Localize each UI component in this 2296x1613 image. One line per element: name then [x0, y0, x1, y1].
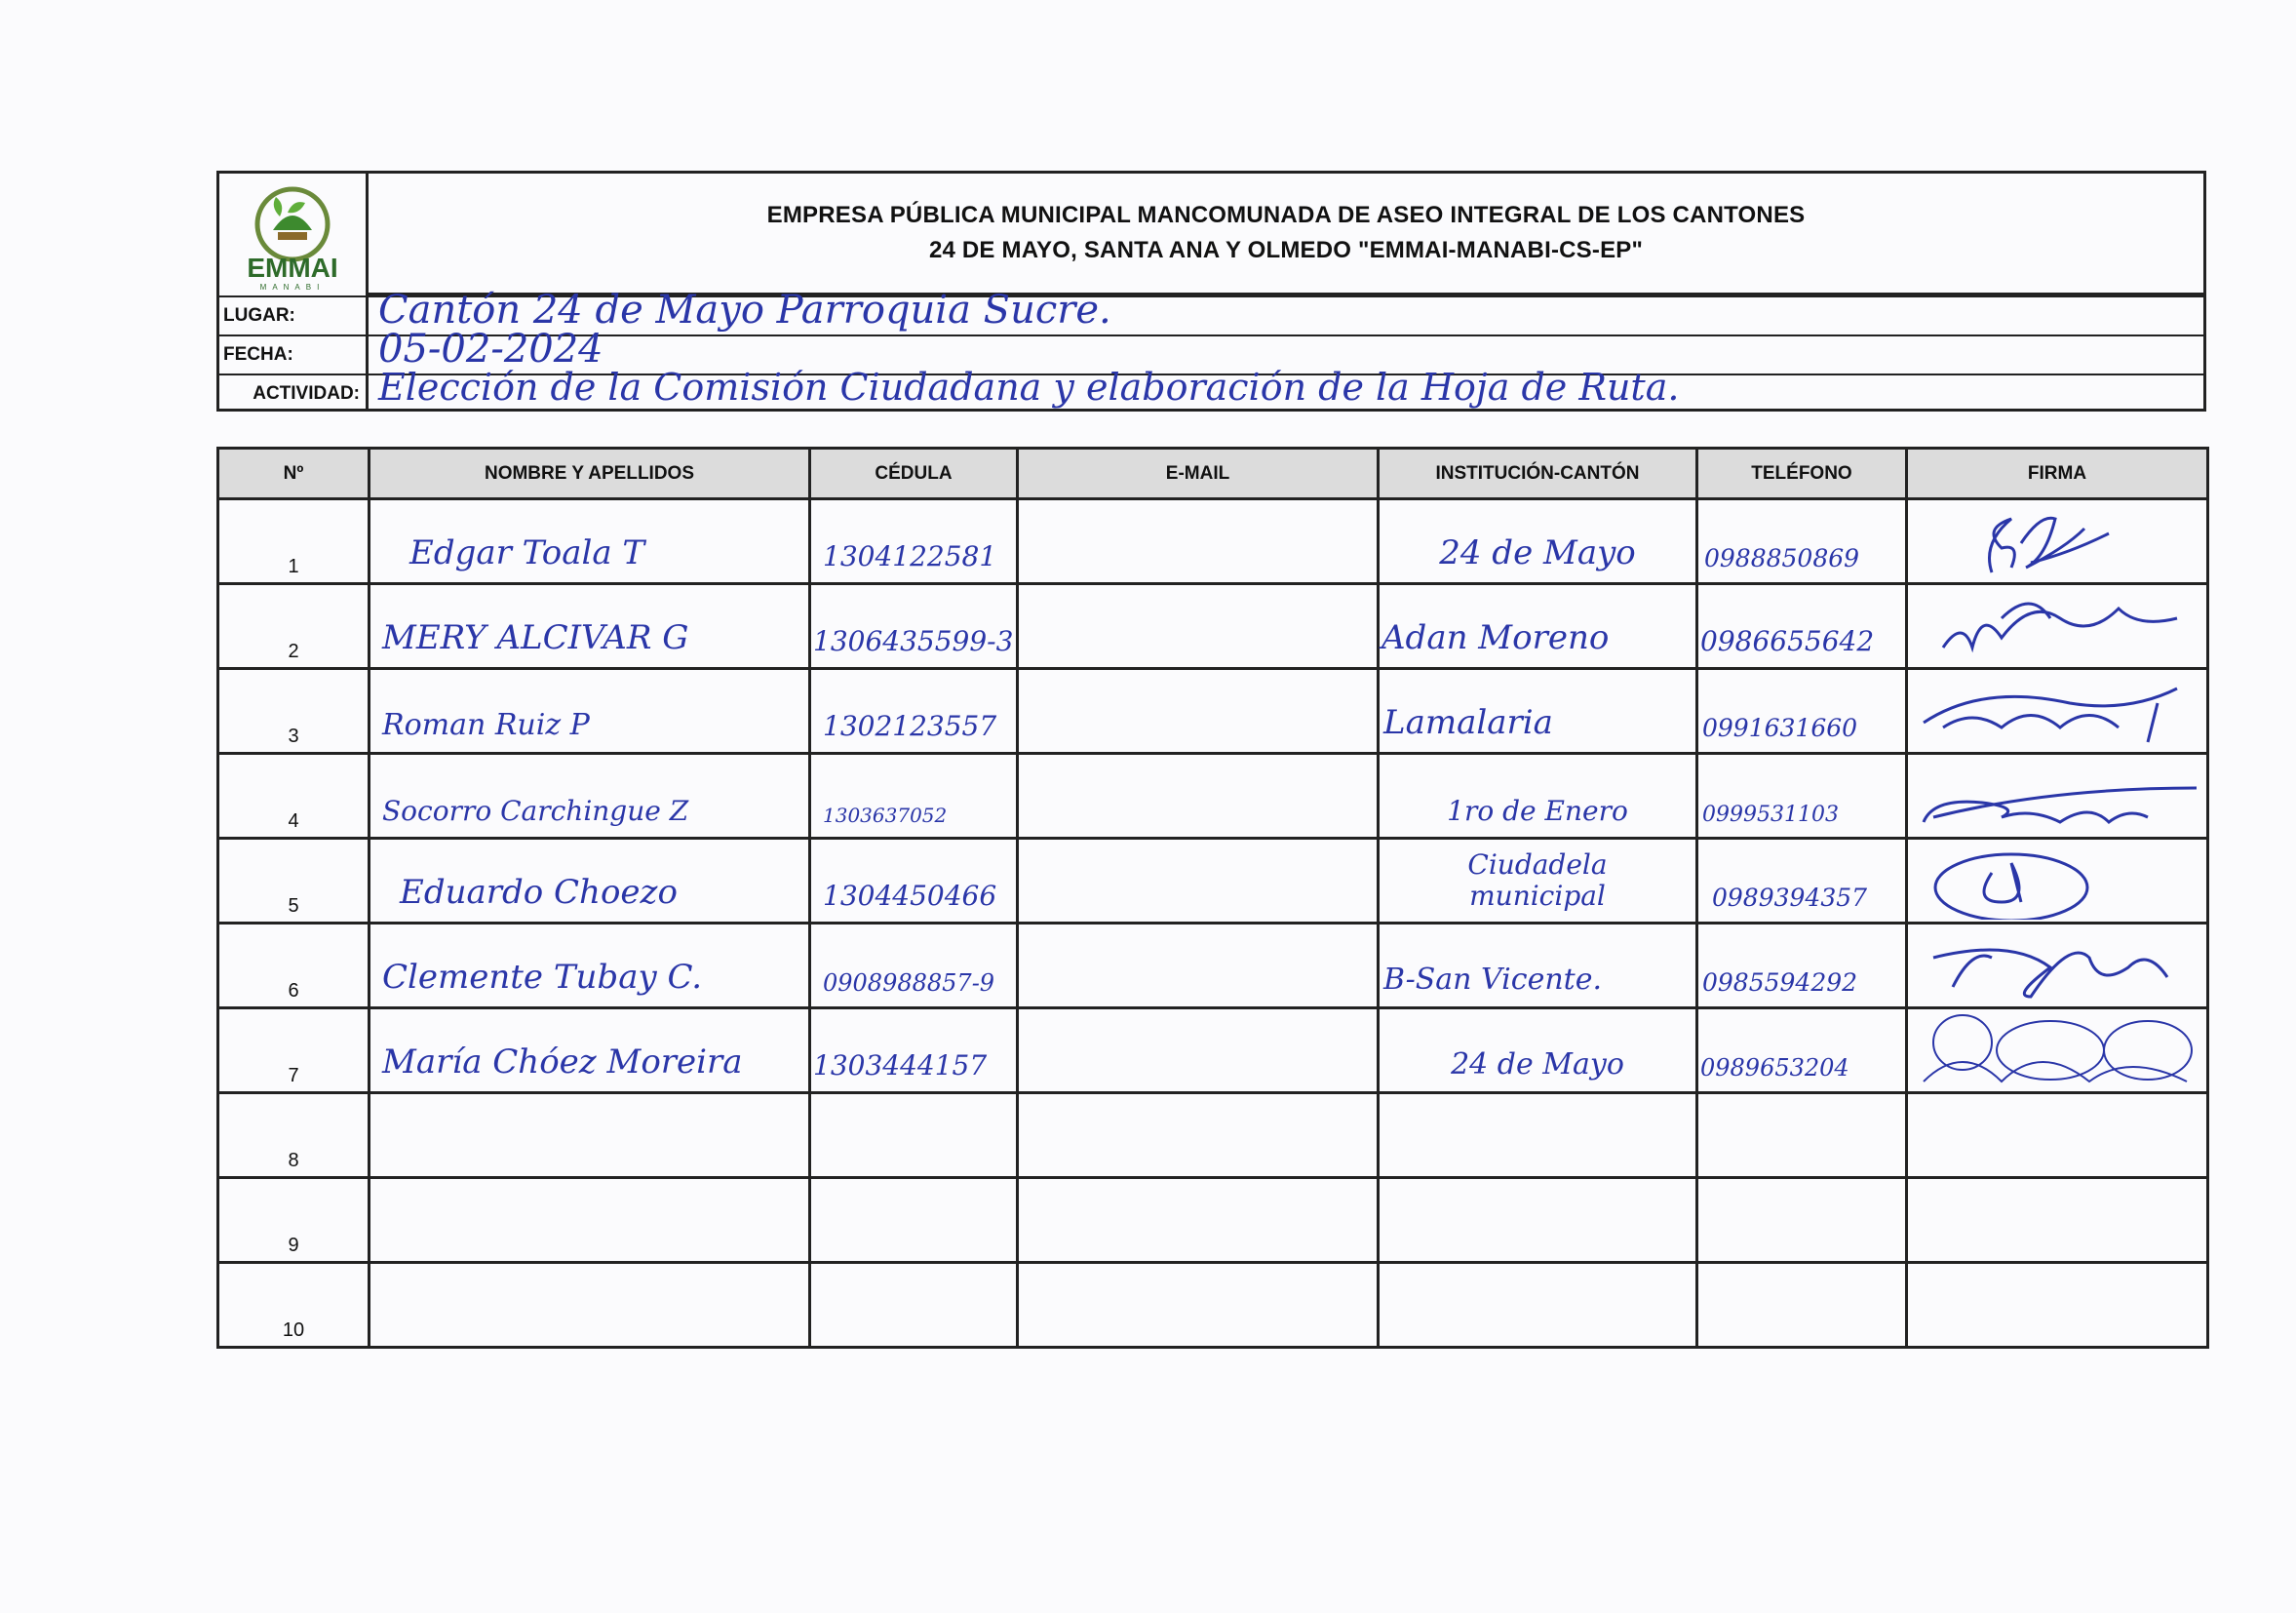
emmai-logo-icon: [219, 174, 366, 293]
table-row: [218, 839, 2208, 924]
phone-cell: [1697, 1178, 1907, 1263]
table-header-row: [218, 449, 2208, 499]
row-number: 10: [282, 1319, 305, 1341]
table-row: [218, 499, 2208, 584]
name-cell: [370, 1263, 810, 1348]
signature-image: [1914, 1013, 2197, 1089]
logo-text: EMMAI: [247, 253, 338, 283]
logo-cell: [219, 174, 369, 295]
phone-cell: 0986655642: [1700, 625, 1875, 657]
actividad-row: [219, 366, 2203, 412]
name-cell: Clemente Tubay C.: [382, 958, 703, 997]
lugar-value: Cantón 24 de Mayo Parroquia Sucre.: [378, 288, 1111, 333]
table-row: [218, 754, 2208, 839]
institution-cell: 1ro de Enero: [1447, 795, 1628, 827]
col-header-cedula: CÉDULA: [810, 449, 1018, 499]
name-cell: MERY ALCIVAR G: [382, 618, 689, 657]
name-cell: [370, 1093, 810, 1178]
institution-cell: Lamalaria: [1383, 703, 1553, 742]
signature-cell: [1907, 1263, 2208, 1348]
fecha-value: 05-02-2024: [378, 327, 603, 372]
cedula-cell: 1302123557: [823, 710, 997, 742]
title-cell: [369, 174, 2203, 295]
logo-subtext: MANABI: [259, 283, 326, 292]
signature-cell: [1907, 1093, 2208, 1178]
signature-image: [1914, 504, 2197, 580]
actividad-label: ACTIVIDAD:: [219, 375, 369, 412]
email-cell: [1018, 924, 1379, 1008]
institution-cell: 24 de Mayo: [1451, 1047, 1624, 1082]
email-cell: [1018, 1008, 1379, 1093]
phone-cell: [1697, 1263, 1907, 1348]
row-number: 3: [288, 726, 299, 747]
table-row: [218, 584, 2208, 669]
institution-cell: [1379, 1093, 1697, 1178]
name-cell: Roman Ruiz P: [382, 708, 590, 742]
title-line-2: 24 DE MAYO, SANTA ANA Y OLMEDO "EMMAI-MANABI-CS-EP": [928, 237, 1644, 263]
col-header-number: Nº: [218, 449, 370, 499]
email-cell: [1018, 754, 1379, 839]
phone-cell: 0988850869: [1704, 544, 1860, 572]
institution-cell: [1379, 1263, 1697, 1348]
phone-cell: 0989394357: [1712, 884, 1868, 912]
email-cell: [1018, 1178, 1379, 1263]
document-header: [216, 171, 2206, 412]
title-line-1: EMPRESA PÚBLICA MUNICIPAL MANCOMUNADA DE ASEO INTEGRAL DE LOS CANTONES: [766, 202, 1806, 228]
institution-cell: Ciudadela municipal: [1467, 848, 1608, 912]
signature-image: [1914, 674, 2197, 750]
signature-image: [1914, 589, 2197, 665]
fecha-label: FECHA:: [219, 336, 369, 374]
name-cell: María Chóez Moreira: [382, 1043, 743, 1082]
table-row: [218, 1008, 2208, 1093]
row-number: 7: [288, 1065, 299, 1086]
signature-image: [1914, 928, 2197, 1004]
col-header-email: E-MAIL: [1018, 449, 1379, 499]
cedula-cell: 1303637052: [823, 804, 948, 827]
row-number: 6: [288, 980, 299, 1002]
actividad-value: Elección de la Comisión Ciudadana y elaboración de la Hoja de Ruta.: [378, 366, 1680, 409]
row-number: 8: [288, 1150, 299, 1171]
cedula-cell: 1304450466: [823, 880, 997, 912]
phone-cell: [1697, 1093, 1907, 1178]
table-row: [218, 924, 2208, 1008]
institution-cell: 24 de Mayo: [1439, 533, 1636, 572]
email-cell: [1018, 1093, 1379, 1178]
phone-cell: 0991631660: [1702, 714, 1858, 742]
cedula-cell: [810, 1178, 1018, 1263]
institution-cell: B-San Vicente.: [1383, 963, 1602, 997]
row-number: 1: [288, 556, 299, 577]
institution-cell: Adan Moreno: [1381, 618, 1610, 657]
name-cell: Socorro Carchingue Z: [382, 795, 689, 827]
cedula-cell: 1306435599-3: [813, 625, 1014, 657]
signature-image: [1914, 844, 2197, 920]
email-cell: [1018, 839, 1379, 924]
phone-cell: 0989653204: [1700, 1054, 1849, 1082]
phone-cell: 0985594292: [1702, 968, 1858, 997]
signature-cell: [1907, 1178, 2208, 1263]
email-cell: [1018, 669, 1379, 754]
cedula-cell: [810, 1093, 1018, 1178]
cedula-cell: 1304122581: [823, 540, 997, 572]
col-header-name: NOMBRE Y APELLIDOS: [370, 449, 810, 499]
lugar-label: LUGAR:: [219, 297, 369, 334]
table-row: [218, 1178, 2208, 1263]
name-cell: Edgar Toala T: [409, 533, 645, 572]
email-cell: [1018, 499, 1379, 584]
attendance-table: [216, 447, 2209, 1349]
phone-cell: 0999531103: [1702, 803, 1839, 827]
table-row: [218, 669, 2208, 754]
col-header-institution: INSTITUCIÓN-CANTÓN: [1379, 449, 1697, 499]
table-row: [218, 1263, 2208, 1348]
signature-image: [1914, 759, 2197, 835]
row-number: 4: [288, 810, 299, 832]
name-cell: Eduardo Choezo: [400, 873, 678, 912]
institution-cell: [1379, 1178, 1697, 1263]
cedula-cell: 0908988857-9: [823, 969, 995, 997]
table-row: [218, 1093, 2208, 1178]
col-header-phone: TELÉFONO: [1697, 449, 1907, 499]
name-cell: [370, 1178, 810, 1263]
email-cell: [1018, 1263, 1379, 1348]
row-number: 9: [288, 1235, 299, 1256]
cedula-cell: 1303444157: [813, 1049, 988, 1082]
email-cell: [1018, 584, 1379, 669]
row-number: 2: [288, 641, 299, 662]
cedula-cell: [810, 1263, 1018, 1348]
col-header-signature: FIRMA: [1907, 449, 2208, 499]
row-number: 5: [288, 895, 299, 917]
